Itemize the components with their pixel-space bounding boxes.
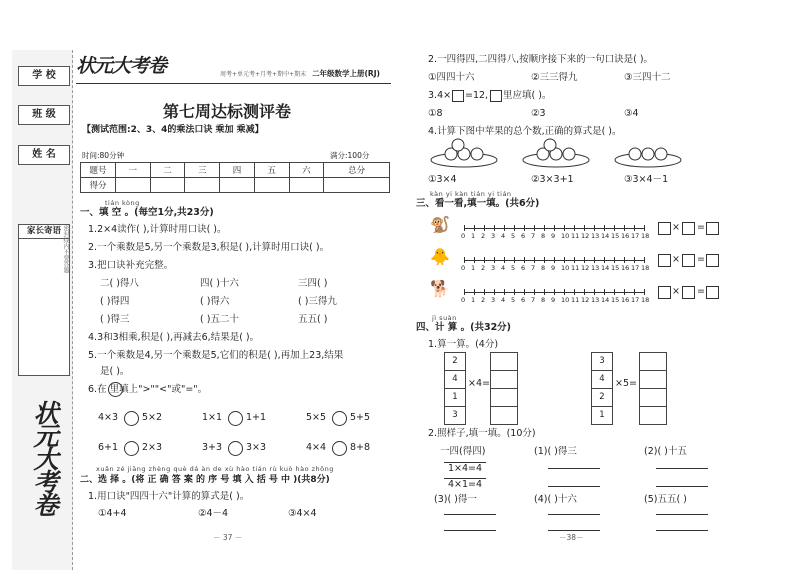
tick-label: 0 bbox=[461, 296, 466, 304]
tick-mark bbox=[504, 289, 505, 295]
q6-blank-circle[interactable] bbox=[228, 411, 243, 426]
grid2-answer[interactable] bbox=[639, 370, 667, 389]
plate-icon bbox=[523, 139, 589, 167]
q6-expr: 3+3 bbox=[202, 442, 223, 453]
tick-mark bbox=[514, 289, 515, 295]
calc1-heading: 1.算一算。(4分) bbox=[428, 339, 499, 350]
tick-mark bbox=[564, 257, 565, 263]
tick-mark bbox=[474, 289, 475, 295]
answer-box[interactable] bbox=[682, 254, 695, 267]
tick-mark bbox=[574, 289, 575, 295]
grid2-answer[interactable] bbox=[639, 388, 667, 407]
tick-label: 3 bbox=[491, 264, 496, 272]
answer-line[interactable] bbox=[548, 486, 600, 487]
tick-mark bbox=[484, 225, 485, 231]
tick-mark bbox=[464, 257, 465, 263]
mc1-option[interactable]: ③4×4 bbox=[288, 508, 317, 519]
grid1-answer[interactable] bbox=[490, 352, 518, 371]
q6-expr: 5×5 bbox=[306, 412, 327, 423]
tick-label: 13 bbox=[591, 232, 600, 240]
score-cell[interactable] bbox=[289, 178, 324, 193]
tick-mark bbox=[624, 257, 625, 263]
tick-label: 9 bbox=[551, 264, 556, 272]
seal-line-note: 密封线内不要答题 bbox=[62, 225, 69, 273]
score-head: 一 bbox=[116, 163, 151, 178]
tick-mark bbox=[504, 257, 505, 263]
tick-label: 11 bbox=[571, 264, 580, 272]
q6-blank-circle[interactable] bbox=[332, 411, 347, 426]
answer-line[interactable] bbox=[656, 530, 708, 531]
answer-box[interactable] bbox=[706, 286, 719, 299]
tick-mark bbox=[534, 289, 535, 295]
q3-item: ( )得四 bbox=[100, 296, 130, 307]
section1-pinyin: tián kòng bbox=[105, 199, 140, 207]
fill-item-2: (2)( )十五 bbox=[644, 446, 687, 457]
grid1-answer[interactable] bbox=[490, 406, 518, 425]
q6-expr: 6+1 bbox=[98, 442, 119, 453]
q6-blank-circle[interactable] bbox=[124, 441, 139, 456]
score-table bbox=[80, 162, 390, 193]
q6-blank-circle[interactable] bbox=[332, 441, 347, 456]
tick-label: 16 bbox=[621, 264, 630, 272]
mc4-option[interactable]: ③3×4－1 bbox=[624, 174, 669, 185]
tick-mark bbox=[514, 257, 515, 263]
answer-line[interactable] bbox=[656, 514, 708, 515]
tick-label: 10 bbox=[561, 232, 570, 240]
tick-mark bbox=[524, 289, 525, 295]
tick-label: 5 bbox=[511, 232, 516, 240]
answer-box[interactable] bbox=[706, 254, 719, 267]
section2-pinyin: xuǎn zé jiāng zhèng què dá àn de xù hào tián rù kuò hào zhōng bbox=[96, 465, 334, 473]
tick-label: 18 bbox=[641, 296, 650, 304]
tick-mark bbox=[604, 225, 605, 231]
q3-item: ( )五二十 bbox=[200, 314, 239, 325]
tick-mark bbox=[614, 289, 615, 295]
q6-expr: 4×4 bbox=[306, 442, 327, 453]
tick-mark bbox=[504, 225, 505, 231]
tick-label: 2 bbox=[481, 296, 486, 304]
grid1-cell: 1 bbox=[444, 388, 466, 407]
test-scope: 【测试范围:2、3、4的乘法口诀 乘加 乘减】 bbox=[82, 125, 264, 135]
tick-label: 4 bbox=[501, 232, 506, 240]
tick-mark bbox=[554, 225, 555, 231]
mc2: 2.一四得四,二四得八,按顺序接下来的一句口诀是( )。 bbox=[428, 54, 654, 65]
q5-cont: 是( )。 bbox=[100, 366, 130, 377]
q6-expr: 4×3 bbox=[98, 412, 119, 423]
tick-mark bbox=[474, 225, 475, 231]
tick-label: 14 bbox=[601, 296, 610, 304]
score-cell[interactable] bbox=[220, 178, 255, 193]
answer-line[interactable] bbox=[444, 514, 496, 515]
tick-mark bbox=[634, 289, 635, 295]
tick-mark bbox=[594, 257, 595, 263]
answer-box[interactable] bbox=[682, 222, 695, 235]
q6: 6.在 里填上">""<"或"="。 bbox=[88, 384, 208, 395]
tick-label: 12 bbox=[581, 296, 590, 304]
time-limit: 时间:80分钟 bbox=[82, 151, 125, 160]
class-field[interactable]: 班 级 bbox=[18, 105, 70, 125]
tick-mark bbox=[494, 257, 495, 263]
tick-label: 16 bbox=[621, 296, 630, 304]
tick-label: 4 bbox=[501, 264, 506, 272]
q6-blank-circle[interactable] bbox=[124, 411, 139, 426]
mc4: 4.计算下图中苹果的总个数,正确的算式是( )。 bbox=[428, 126, 622, 137]
answer-line[interactable] bbox=[548, 468, 600, 469]
header-rule bbox=[76, 83, 391, 84]
tick-mark bbox=[574, 225, 575, 231]
grid1-answer[interactable] bbox=[490, 370, 518, 389]
tick-mark bbox=[584, 257, 585, 263]
tick-label: 1 bbox=[471, 264, 476, 272]
tick-label: 17 bbox=[631, 264, 640, 272]
grid2-cell: 2 bbox=[591, 388, 613, 407]
example-eq1: 1×4=4 bbox=[448, 463, 483, 474]
page-number-left: － 37 － bbox=[213, 533, 243, 542]
score-head: 总分 bbox=[324, 163, 390, 178]
tick-mark bbox=[644, 225, 645, 231]
tick-mark bbox=[484, 289, 485, 295]
tick-label: 12 bbox=[581, 264, 590, 272]
q6-expr: 8+8 bbox=[350, 442, 371, 453]
tick-label: 18 bbox=[641, 264, 650, 272]
tick-label: 13 bbox=[591, 296, 600, 304]
score-cell[interactable] bbox=[254, 178, 289, 193]
q3-item: 二( )得八 bbox=[100, 278, 139, 289]
tick-label: 11 bbox=[571, 296, 580, 304]
tick-mark bbox=[634, 257, 635, 263]
grid1-cell: 2 bbox=[444, 352, 466, 371]
mc3-blank-box[interactable] bbox=[490, 90, 502, 102]
tick-label: 5 bbox=[511, 264, 516, 272]
q3-item: 三四( ) bbox=[298, 278, 328, 289]
tick-label: 5 bbox=[511, 296, 516, 304]
mc1-option[interactable]: ②4－4 bbox=[198, 508, 229, 519]
dog-icon: 🐕 bbox=[430, 279, 450, 298]
answer-box[interactable] bbox=[658, 222, 671, 235]
score-cell[interactable] bbox=[150, 178, 185, 193]
tick-mark bbox=[604, 289, 605, 295]
mc3: 3.4× bbox=[428, 90, 452, 101]
tick-mark bbox=[594, 289, 595, 295]
tick-label: 11 bbox=[571, 232, 580, 240]
q4: 4.3和3相乘,积是( ),再减去6,结果是( )。 bbox=[88, 332, 260, 343]
tick-label: 15 bbox=[611, 264, 620, 272]
tick-label: 7 bbox=[531, 232, 536, 240]
tick-label: 17 bbox=[631, 296, 640, 304]
grid1-operator: ×4= bbox=[468, 378, 490, 389]
q3-item: 四( )十六 bbox=[200, 278, 239, 289]
tick-label: 14 bbox=[601, 264, 610, 272]
fill-item-1: (1)( )得三 bbox=[534, 446, 577, 457]
tick-label: 2 bbox=[481, 264, 486, 272]
plate-icon bbox=[431, 139, 497, 167]
tick-mark bbox=[474, 257, 475, 263]
tick-label: 16 bbox=[621, 232, 630, 240]
tick-label: 7 bbox=[531, 296, 536, 304]
mc3-blank-box[interactable] bbox=[452, 90, 464, 102]
school-field[interactable]: 学 校 bbox=[18, 66, 70, 86]
q3-item: 五五( ) bbox=[298, 314, 328, 325]
q6-blank-circle[interactable] bbox=[228, 441, 243, 456]
mc4-option[interactable]: ①3×4 bbox=[428, 174, 457, 185]
mc3-end: 里应填( )。 bbox=[503, 90, 552, 101]
tick-label: 8 bbox=[541, 232, 546, 240]
answer-line[interactable] bbox=[548, 514, 600, 515]
q5: 5.一个乘数是4,另一个乘数是5,它们的积是( ),再加上23,结果 bbox=[88, 350, 344, 361]
tick-mark bbox=[644, 257, 645, 263]
times-sign: × bbox=[672, 222, 680, 233]
chick-icon: 🐥 bbox=[430, 247, 450, 266]
grid1-cell: 3 bbox=[444, 406, 466, 425]
name-field[interactable]: 姓 名 bbox=[18, 145, 70, 165]
tick-mark bbox=[584, 289, 585, 295]
score-cell[interactable] bbox=[116, 178, 151, 193]
tick-mark bbox=[564, 225, 565, 231]
tick-label: 3 bbox=[491, 296, 496, 304]
tick-label: 6 bbox=[521, 232, 526, 240]
mc3-option[interactable]: ①8 bbox=[428, 108, 443, 119]
answer-box[interactable] bbox=[658, 254, 671, 267]
tick-mark bbox=[604, 257, 605, 263]
mc1: 1.用口诀"四四十六"计算的算式是( )。 bbox=[88, 491, 250, 502]
mc4-option[interactable]: ②3×3+1 bbox=[531, 174, 574, 185]
header-tagline: 周考+单元考+月考+期中+期末 bbox=[220, 71, 307, 78]
page-number-right: －38－ bbox=[559, 533, 584, 542]
tick-label: 6 bbox=[521, 264, 526, 272]
grid2-operator: ×5= bbox=[615, 378, 637, 389]
section1-heading: 一、填 空 。(每空1分,共23分) bbox=[80, 207, 214, 218]
tick-mark bbox=[594, 225, 595, 231]
score-head: 四 bbox=[220, 163, 255, 178]
tick-mark bbox=[494, 225, 495, 231]
tick-mark bbox=[624, 289, 625, 295]
answer-box[interactable] bbox=[706, 222, 719, 235]
q6-expr: 5+5 bbox=[350, 412, 371, 423]
mc2-option[interactable]: ③三四十二 bbox=[624, 72, 671, 83]
grid1-answer[interactable] bbox=[490, 388, 518, 407]
section4-pinyin: jì suàn bbox=[432, 314, 457, 322]
tick-label: 15 bbox=[611, 232, 620, 240]
tick-label: 1 bbox=[471, 296, 476, 304]
tick-label: 7 bbox=[531, 264, 536, 272]
score-cell[interactable] bbox=[324, 178, 390, 193]
answer-line[interactable] bbox=[548, 530, 600, 531]
fill-item-3: (3)( )得一 bbox=[434, 494, 477, 505]
mc2-option[interactable]: ①四四十六 bbox=[428, 72, 475, 83]
times-sign: × bbox=[672, 254, 680, 265]
parent-note-label: 家长寄语 bbox=[19, 225, 69, 239]
example-eq2: 4×1=4 bbox=[448, 479, 483, 490]
section3-heading: 三、看一看,填一填。(共6分) bbox=[416, 198, 540, 209]
grid2-answer[interactable] bbox=[639, 352, 667, 371]
tick-label: 8 bbox=[541, 264, 546, 272]
example-head: 一四(得四) bbox=[440, 446, 486, 457]
tick-label: 9 bbox=[551, 296, 556, 304]
side-logo: 状元大考卷 bbox=[30, 400, 59, 515]
score-row-label: 得分 bbox=[81, 178, 116, 193]
tick-mark bbox=[464, 225, 465, 231]
tick-label: 4 bbox=[501, 296, 506, 304]
section2-heading: 二、选 择 。(将 正 确 答 案 的 序 号 填 入 括 号 中 )(共8分) bbox=[80, 475, 330, 485]
mc2-option[interactable]: ②三三得九 bbox=[531, 72, 578, 83]
fill-item-4: (4)( )十六 bbox=[534, 494, 577, 505]
tick-mark bbox=[534, 257, 535, 263]
equals-sign: = bbox=[697, 222, 705, 233]
grid2-cell: 3 bbox=[591, 352, 613, 371]
q6-expr: 3×3 bbox=[246, 442, 267, 453]
tick-mark bbox=[554, 257, 555, 263]
tick-mark bbox=[624, 225, 625, 231]
answer-line[interactable] bbox=[656, 468, 708, 469]
score-head: 六 bbox=[289, 163, 324, 178]
tick-label: 18 bbox=[641, 232, 650, 240]
q3-item: ( )得六 bbox=[200, 296, 230, 307]
tick-label: 3 bbox=[491, 232, 496, 240]
q6-expr: 1×1 bbox=[202, 412, 223, 423]
tick-mark bbox=[584, 225, 585, 231]
tick-mark bbox=[544, 289, 545, 295]
tick-label: 17 bbox=[631, 232, 640, 240]
tick-mark bbox=[494, 289, 495, 295]
header-grade: 二年级数学上册(RJ) bbox=[312, 69, 380, 78]
equals-sign: = bbox=[697, 286, 705, 297]
tick-mark bbox=[544, 257, 545, 263]
mc3-option[interactable]: ③4 bbox=[624, 108, 639, 119]
grid2-cell: 4 bbox=[591, 370, 613, 389]
q3-item: ( )得三 bbox=[100, 314, 130, 325]
tick-label: 12 bbox=[581, 232, 590, 240]
tick-mark bbox=[514, 225, 515, 231]
plate-icon bbox=[615, 148, 681, 167]
grid1-cell: 4 bbox=[444, 370, 466, 389]
answer-box[interactable] bbox=[658, 286, 671, 299]
answer-box[interactable] bbox=[682, 286, 695, 299]
tick-mark bbox=[564, 289, 565, 295]
apple-plates-figure bbox=[424, 136, 724, 172]
tick-label: 10 bbox=[561, 296, 570, 304]
mc3-mid: =12, bbox=[465, 90, 489, 101]
page-title: 第七周达标测评卷 bbox=[163, 102, 292, 121]
tick-mark bbox=[484, 257, 485, 263]
q6-expr: 5×2 bbox=[142, 412, 163, 423]
q6-expr: 1+1 bbox=[246, 412, 267, 423]
score-head: 题号 bbox=[81, 163, 116, 178]
tick-mark bbox=[644, 289, 645, 295]
times-sign: × bbox=[672, 286, 680, 297]
q3: 3.把口诀补充完整。 bbox=[88, 260, 174, 271]
tick-label: 1 bbox=[471, 232, 476, 240]
score-head: 三 bbox=[185, 163, 220, 178]
tick-mark bbox=[614, 257, 615, 263]
calc2-heading: 2.照样子,填一填。(10分) bbox=[428, 428, 536, 439]
score-cell[interactable] bbox=[185, 178, 220, 193]
tick-label: 0 bbox=[461, 232, 466, 240]
tick-mark bbox=[614, 225, 615, 231]
tick-label: 15 bbox=[611, 296, 620, 304]
tick-mark bbox=[524, 225, 525, 231]
q6-sample-circle bbox=[108, 382, 123, 397]
tick-mark bbox=[634, 225, 635, 231]
header-logo: 状元大考卷 bbox=[76, 55, 167, 77]
tick-label: 14 bbox=[601, 232, 610, 240]
tick-label: 13 bbox=[591, 264, 600, 272]
tick-mark bbox=[524, 257, 525, 263]
tick-mark bbox=[544, 225, 545, 231]
full-score: 满分:100分 bbox=[330, 151, 370, 160]
tick-mark bbox=[574, 257, 575, 263]
mc3-option[interactable]: ②3 bbox=[531, 108, 546, 119]
tick-label: 8 bbox=[541, 296, 546, 304]
q3-item: ( )三得九 bbox=[298, 296, 337, 307]
section3-pinyin: kàn yi kàn tián yi tián bbox=[430, 190, 512, 198]
answer-line[interactable] bbox=[656, 486, 708, 487]
fill-item-5: (5)五五( ) bbox=[644, 494, 687, 505]
monkey-icon: 🐒 bbox=[430, 215, 450, 234]
grid2-answer[interactable] bbox=[639, 406, 667, 425]
q6-expr: 2×3 bbox=[142, 442, 163, 453]
q1: 1.2×4读作( ),计算时用口诀( )。 bbox=[88, 224, 227, 235]
mc1-option[interactable]: ①4+4 bbox=[98, 508, 127, 519]
tick-mark bbox=[464, 289, 465, 295]
grid2-cell: 1 bbox=[591, 406, 613, 425]
score-head: 五 bbox=[254, 163, 289, 178]
tick-label: 10 bbox=[561, 264, 570, 272]
section4-heading: 四、计 算 。(共32分) bbox=[416, 322, 512, 333]
score-head: 二 bbox=[150, 163, 185, 178]
tick-mark bbox=[554, 289, 555, 295]
tick-label: 9 bbox=[551, 232, 556, 240]
answer-line[interactable] bbox=[444, 530, 496, 531]
q2: 2.一个乘数是5,另一个乘数是3,积是( ),计算时用口诀( )。 bbox=[88, 242, 330, 253]
tick-label: 6 bbox=[521, 296, 526, 304]
tick-mark bbox=[534, 225, 535, 231]
tick-label: 2 bbox=[481, 232, 486, 240]
equals-sign: = bbox=[697, 254, 705, 265]
tick-label: 0 bbox=[461, 264, 466, 272]
